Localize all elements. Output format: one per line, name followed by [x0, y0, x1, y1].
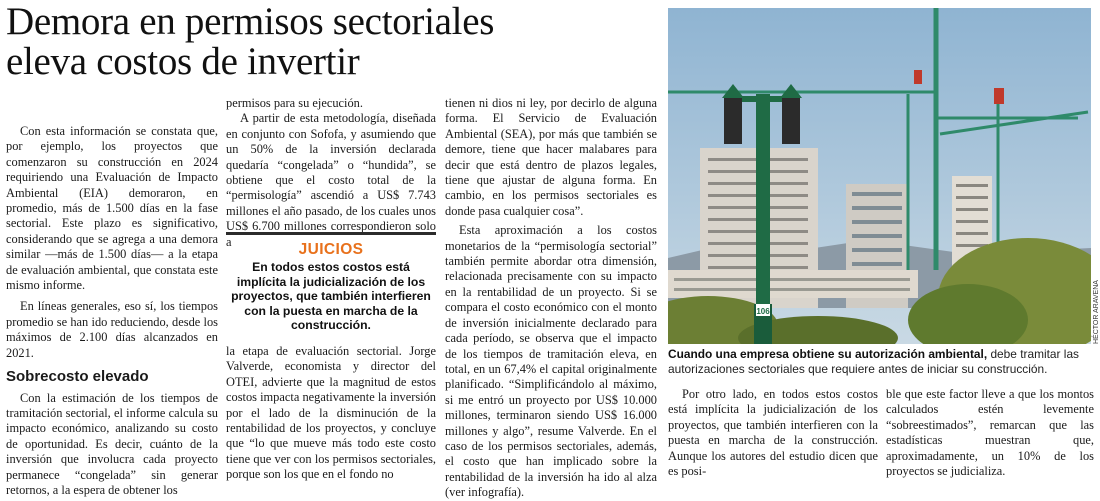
caption-text: debe tramitar las autorizaciones sectoriales que requiere antes de iniciar su construcción. — [668, 347, 1080, 376]
construction-photo — [668, 8, 1091, 344]
caption-bold: Cuando una empresa obtiene su autorización ambiental, — [668, 347, 988, 361]
article-column-2 — [226, 96, 436, 250]
headline-line-2: eleva costos de invertir — [6, 40, 360, 83]
article-column-5 — [886, 387, 1094, 479]
article-column-2-continued — [226, 344, 436, 483]
paragraph: ble que este factor lleve a que los montos calculados estén levemente “sobreestimados”, remarcan que las estadísticas muestran que, aproximadamente, un 10% de los proyectos se judicializa. — [886, 387, 1094, 479]
pull-quote-text: En todos estos costos está implícita la judicialización de los proyectos, que también interfieren con la puesta en marcha de la construcción. — [231, 260, 431, 333]
paragraph: permisos para su ejecución. — [226, 96, 363, 110]
article-column-3 — [445, 96, 657, 501]
pull-quote — [226, 232, 436, 333]
section-subhead: Sobrecosto elevado — [6, 368, 149, 386]
pull-quote-kicker: JUICIOS — [298, 241, 364, 258]
lamp-post-number: 106 — [756, 307, 770, 316]
article-column-1 — [6, 124, 218, 498]
article-column-4 — [668, 387, 878, 479]
paragraph: Con esta información se constata que, por ejemplo, los proyectos que comenzaron su construcción en 2024 requiriendo una Evaluación de Impacto Ambiental (EIA) demoraron, en promedio, más de 1.500 días en la fase sectorial. Este plazo es significativo, considerando que se agrega a una demora similar —más de 1.500 días— a la etapa de evaluación ambiental, que constata este mismo informe. — [6, 124, 218, 293]
paragraph: Con la estimación de los tiempos de tramitación sectorial, el informe calcula su impacto económico, analizando su costo de oportunidad. Es decir, cuánto de la inversión que involucra cada proyecto permanece “congelada” sin generar retornos, a la espera de obtener los — [6, 390, 218, 497]
paragraph: En líneas generales, eso sí, los tiempos promedio se han ido reduciendo, desde los máximos de 2.100 días alcanzados en 2021. — [6, 299, 218, 360]
paragraph: la etapa de evaluación sectorial. Jorge Valverde, economista y director del OTEI, advierte que la magnitud de estos costos impacta negativamente la inversión por el lado de la disminución de la rentabilidad de los proyectos, y concluye que “lo que mueve más todo este costo tiene que ver con los permisos sectoriales, porque son los que en el fondo no — [226, 344, 436, 482]
paragraph: Por otro lado, en todos estos costos está implícita la judicialización de los proyectos, que también interfieren con la puesta en marcha de la construcción. Aunque los autores del estudio dicen que es posi- — [668, 387, 878, 479]
paragraph: A partir de esta metodología, diseñada en conjunto con Sofofa, y asumiendo que un 50% de la inversión declarada quedaría “congelada” o “hundida”, se obtiene que el costo total de la “permisología” ascendió a US$ 7.743 millones el año pasado, de los cuales unos US$ 6.700 millones correspondieron solo a — [226, 111, 436, 249]
paragraph: Esta aproximación a los costos monetarios de la “permisología sectorial” también permite abordar otra dimensión, relacionada precisamente con su impacto en la rentabilidad de un proyecto. Si se compara el costo económico con el monto de inversión inicialmente declarado para cada período, se observa que el impacto de los tiempos de tramitación eleva, en total, en un 67,4% el capital originalmente planificado. “Simplificándolo al máximo, si me entró un proyecto por US$ 10.000 millones, terminaron siendo US$ 16.000 millones y algo”, resume Valverde. En el caso de los permisos sectoriales, además, el costo que han implicado sobre la rentabilidad de la inversión ha ido al alza (ver infografía). — [445, 223, 657, 500]
paragraph: tienen ni dios ni ley, por decirlo de alguna forma. El Servicio de Evaluación Ambiental (SEA), por más que también se demore, tiene que hacer malabares para decir que está dentro de plazos legales, tiene que ajustar de alguna forma. En cambio, en los permisos sectoriales es donde pasa cualquier cosa”. — [445, 96, 657, 218]
photo-credit-text: HÉCTOR ARAVENA — [1093, 280, 1100, 344]
photo-caption — [668, 347, 1096, 376]
headline-line-1: Demora en permisos sectoriales — [6, 0, 495, 43]
headline — [6, 2, 494, 82]
city-cranes-image — [668, 8, 1091, 344]
